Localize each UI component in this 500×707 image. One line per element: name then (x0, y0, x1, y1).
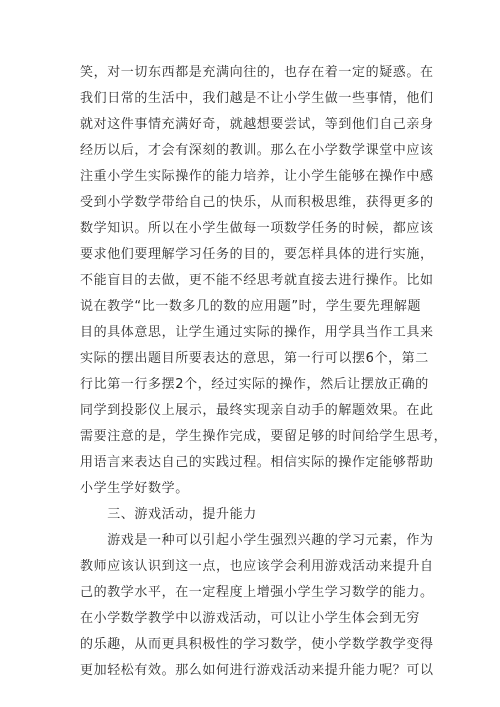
text-line-1: 笑，对一切东西都是充满向往的，也存在着一定的疑惑。在 (80, 65, 434, 80)
text-line-14: 同学到投影仪上展示，最终实现亲自动手的解题效果。在此 (80, 403, 434, 418)
text-line-17: 小学生学好数学。 (80, 481, 189, 496)
text-line-23: 的乐趣，从而更具积极性的学习数学，使小学数学教学变得 (80, 637, 434, 652)
text-line-3: 就对这件事情充满好奇，就越想要尝试，等到他们自己亲身 (80, 117, 434, 132)
text-line-7: 数学知识。所以在小学生做每一项数学任务的时候，都应该 (80, 221, 434, 236)
text-line-22: 在小学数学教学中以游戏活动，可以让小学生体会到无穷 (80, 611, 421, 626)
text-line-16: 用语言来表达自己的实践过程。相信实际的操作定能够帮助 (80, 455, 434, 470)
text-line-8: 要求他们要理解学习任务的目的，要怎样具体的进行实施， (80, 247, 434, 262)
text-line-5: 注重小学生实际操作的能力培养，让小学生能够在操作中感 (80, 169, 434, 184)
text-line-13: 行比第一行多摆2个，经过实际的操作，然后让摆放正确的 (80, 377, 429, 392)
text-line-6: 受到小学数学带给自己的快乐，从而积极思维，获得更多的 (80, 195, 434, 210)
text-line-19: 游戏是一种可以引起小学生强烈兴趣的学习元素，作为 (80, 533, 434, 548)
text-line-11: 目的具体意思，让学生通过实际的操作，用学具当作工具来 (80, 325, 434, 340)
text-line-4: 经历以后，才会有深刻的教训。那么在小学数学课堂中应该 (80, 143, 434, 158)
text-line-2: 我们日常的生活中，我们越是不让小学生做一些事情，他们 (80, 91, 434, 106)
text-line-9: 不能盲目的去做，更不能不经思考就直接去进行操作。比如 (80, 273, 434, 288)
text-line-21: 己的教学水平，在一定程度上增强小学生学习数学的能力。 (80, 585, 434, 600)
text-line-12: 实际的摆出题目所要表达的意思，第一行可以摆6个，第二 (80, 351, 429, 366)
text-line-10: 说在教学“比一数多几的数的应用题”时，学生要先理解题 (80, 299, 422, 314)
text-line-24: 更加轻松有效。那么如何进行游戏活动来提升能力呢？可以 (80, 663, 434, 678)
text-line-15: 需要注意的是，学生操作完成，要留足够的时间给学生思考， (80, 429, 448, 444)
text-line-20: 教师应该认识到这一点，也应该学会利用游戏活动来提升自 (80, 559, 434, 574)
section-heading-3: 三、游戏活动，提升能力 (80, 507, 257, 522)
